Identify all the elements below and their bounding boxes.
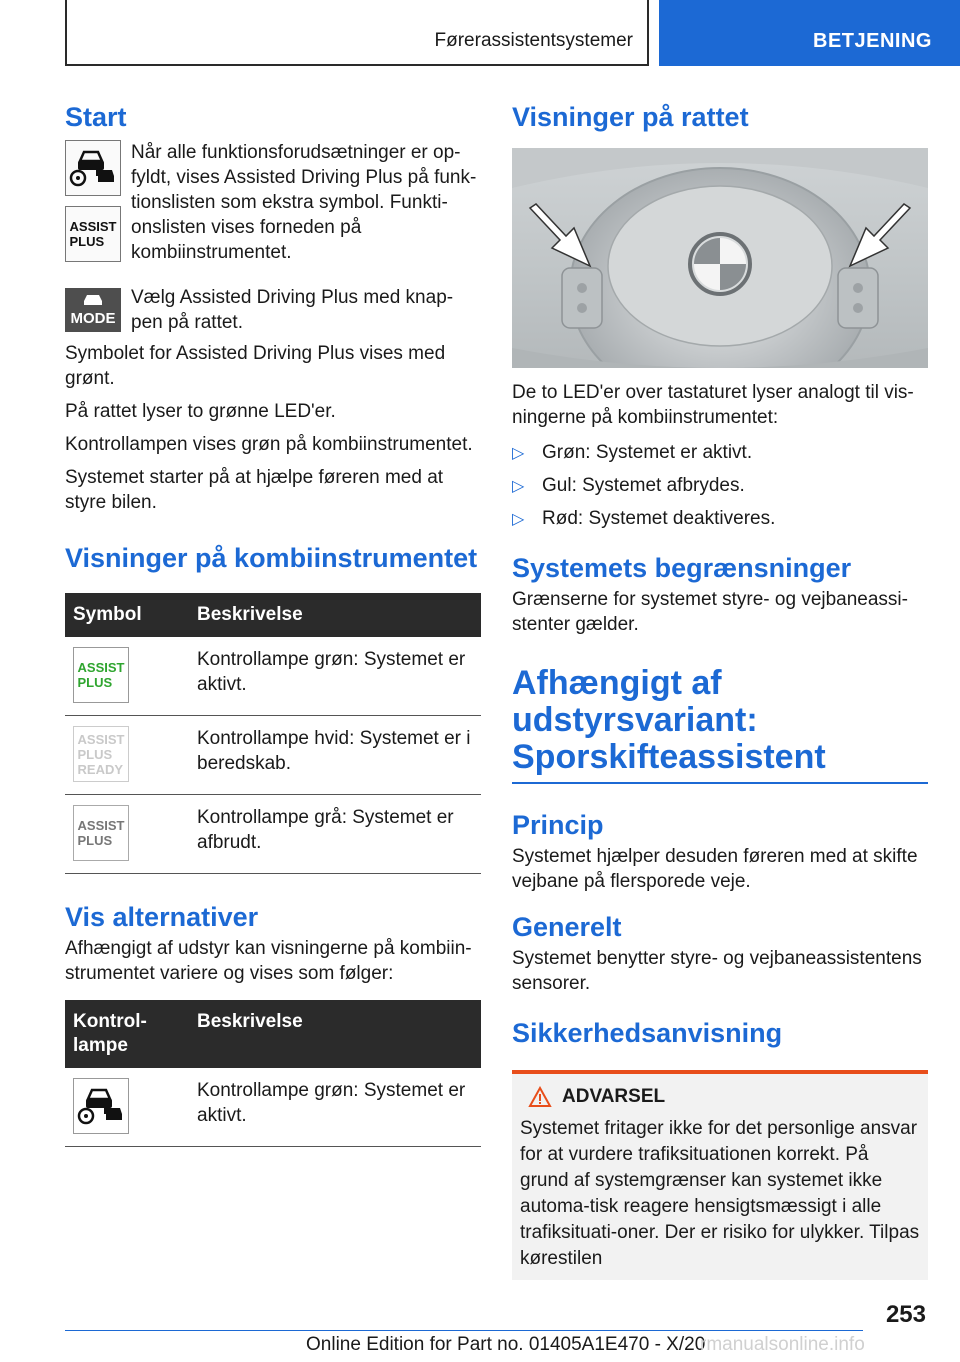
kombi-heading: Visninger på kombiinstrumentet (65, 543, 478, 573)
warning-box (512, 1070, 928, 1280)
header-section-title: Førerassistentsystemer (434, 30, 633, 51)
col-desc-header: Beskrivelse (189, 593, 481, 637)
steering-wheel-image (512, 148, 928, 368)
start-paragraph-1: Symbolet for Assisted Driving Plus vises med grønt. (65, 343, 446, 389)
start-text-2: Vælg Assisted Driving Plus med knap-pen på rattet. (131, 287, 454, 333)
footer-divider (65, 1330, 863, 1331)
footer-edition: Online Edition for Part no. 01405A1E470 - X/20 (306, 1334, 706, 1355)
page-number: 253 (885, 1301, 926, 1328)
warning-text: Systemet fritager ikke for det personlige ansvar for at vurdere trafiksituationen korrekt. På grund af systemgrænser kan systemet ikke automa-tisk reagere hensigtsmæssigt i alle trafiksituati-oner. Der er risiko for ulykker. Tilpas kørestilen (520, 1118, 920, 1269)
right-column (512, 100, 928, 1280)
alternatives-heading: Vis alternativer (65, 902, 259, 932)
start-text-1: Når alle funktionsforudsætninger er op-fyldt, vises Assisted Driving Plus på funk-tionslisten som ekstra symbol. Funkti-onslisten vises forneden på kombiinstrumentet. (131, 142, 477, 263)
triangle-bullet-icon: ▷ (512, 511, 525, 528)
col-lamp-header: Kontrol-lampe (65, 1000, 189, 1068)
table-row (65, 637, 481, 716)
assist-plus-green-icon: ASSIST PLUS (73, 647, 129, 703)
triangle-bullet-icon: ▷ (512, 478, 525, 495)
start-paragraph-4: Systemet starter på at hjælpe føreren med at styre bilen. (65, 467, 444, 513)
table-row (65, 795, 481, 874)
lane-change-heading: Afhængigt af udstyrsvariant: Sporskifteassistent (512, 664, 826, 776)
assist-plus-gray-icon: ASSIST PLUS (73, 805, 129, 861)
table-header-row (65, 593, 481, 637)
row-description: Kontrollampe grå: Systemet er afbrudt. (189, 795, 481, 874)
steering-assist-icon (65, 140, 121, 196)
table-header-row (65, 1000, 481, 1068)
assist-plus-ready-icon: ASSIST PLUS READY (73, 726, 129, 782)
table-row (65, 1068, 481, 1147)
generelt-text: Systemet benytter styre- og vejbaneassistentens sensorer. (512, 948, 922, 994)
princip-heading: Princip (512, 810, 604, 840)
safety-heading: Sikkerhedsanvisning (512, 1018, 783, 1048)
table-row (65, 716, 481, 795)
triangle-bullet-icon: ▷ (512, 445, 525, 462)
assist-plus-icon: ASSIST PLUS (65, 206, 121, 262)
alternatives-table (65, 1000, 481, 1147)
header-chapter-tab[interactable] (659, 0, 960, 66)
start-heading: Start (65, 102, 127, 132)
steering-assist-green-icon (73, 1078, 129, 1134)
alternatives-text: Afhængigt af udstyr kan visningerne på kombiin-strumentet variere og vises som følger: (65, 938, 472, 984)
row-description: Kontrollampe hvid: Systemet er i beredskab. (189, 716, 481, 795)
kombi-symbol-table (65, 593, 481, 874)
led-status-list (512, 440, 928, 531)
start-intro-block (65, 140, 481, 265)
warning-triangle-icon (528, 1086, 552, 1108)
start-paragraph-3: Kontrollampen vises grøn på kombiinstrumentet. (65, 434, 473, 455)
warning-label: ADVARSEL (562, 1086, 666, 1107)
section-divider (512, 782, 928, 784)
warning-header (528, 1086, 920, 1108)
list-item: ▷ Grøn: Systemet er aktivt. (512, 440, 928, 465)
rattet-text: De to LED'er over tastaturet lyser analogt til vis-ningerne på kombiinstrumentet: (512, 382, 914, 428)
footer-watermark: rmanualsonline.info (700, 1334, 865, 1355)
list-item: ▷ Rød: Systemet deaktiveres. (512, 506, 928, 531)
princip-text: Systemet hjælper desuden føreren med at skifte vejbane på flersporede veje. (512, 846, 918, 892)
col-symbol-header: Symbol (65, 593, 189, 637)
limits-heading: Systemets begrænsninger (512, 553, 852, 583)
col-desc-header: Beskrivelse (189, 1000, 481, 1068)
rattet-heading: Visninger på rattet (512, 102, 749, 132)
mode-button-icon: MODE (65, 288, 121, 332)
header-chapter-label: BETJENING (813, 30, 932, 52)
header-section-box (65, 0, 649, 66)
row-description: Kontrollampe grøn: Systemet er aktivt. (189, 1068, 481, 1147)
list-item: ▷ Gul: Systemet afbrydes. (512, 473, 928, 498)
start-mode-block (65, 285, 481, 335)
start-paragraph-2: På rattet lyser to grønne LED'er. (65, 401, 336, 422)
row-description: Kontrollampe grøn: Systemet er aktivt. (189, 637, 481, 716)
limits-text: Grænserne for systemet styre- og vejbaneassi-stenter gælder. (512, 589, 908, 635)
left-column (65, 100, 481, 1147)
generelt-heading: Generelt (512, 912, 622, 942)
